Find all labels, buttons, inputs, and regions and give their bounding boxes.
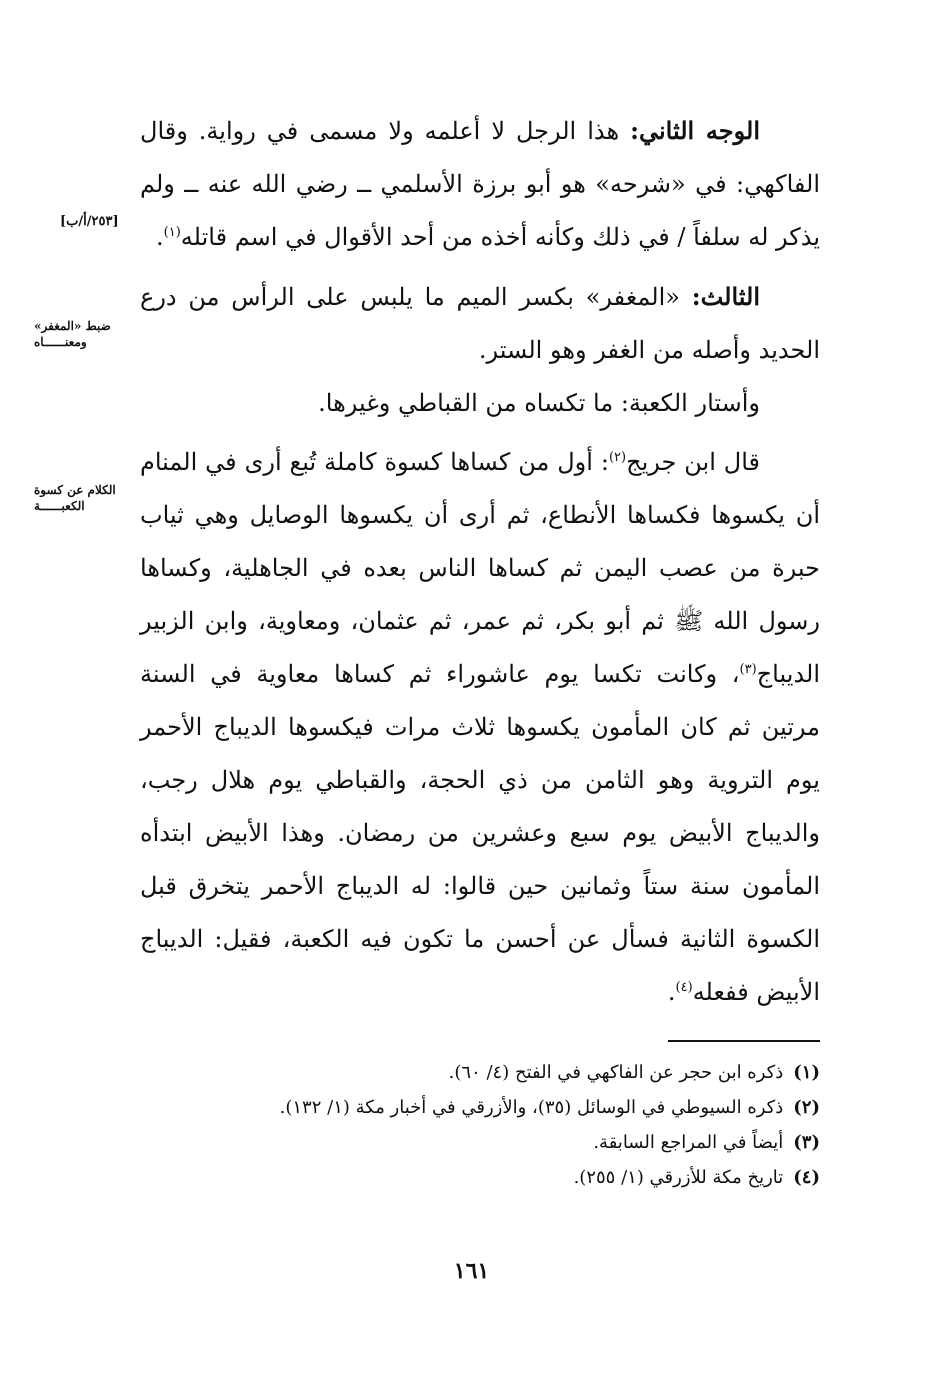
footnote-item	[140, 1055, 820, 1090]
margin-note-mighfar	[34, 318, 146, 350]
footnote-number: (٢)	[793, 1097, 820, 1118]
footnote-ref-1: (١)	[163, 225, 181, 240]
paragraph-text: ، وكانت تكسا يوم عاشوراء ثم كساها معاوية في السنة مرتين ثم كان المأمون يكسوها ثلاث مرات فيكسوها الديباج الأحمر يوم التروية وهو الثامن من ذي الحجة، والقباطي يوم هلال رجب، والديباج الأبيض يوم سبع وعشرين من رمضان. وهذا الأبيض ابتدأه المأمون سنة ستاً وثمانين حين قالوا: له الديباج الأحمر يتخرق قبل الكسوة الثانية فسأل عن أحسن ما تكون فيه الكعبة، فقيل: الديباج الأبيض ففعله	[140, 660, 820, 1006]
paragraph-text: : أول من كساها كسوة كاملة تُبع أرى في المنام أن يكسوها فكساها الأنطاع، ثم أرى أن يكسوها الوصايل وهي ثياب حبرة من عصب اليمن ثم كساها الناس بعده في الجاهلية، وكساها رسول الله ﷺ ثم أبو بكر، ثم عمر، ثم عثمان، ومعاوية، وابن الزبير الديباج	[140, 448, 820, 688]
paragraph-ibn-jurayj	[140, 436, 820, 1019]
page-number: ١٦١	[453, 1258, 490, 1284]
paragraph-tail: .	[156, 223, 164, 251]
paragraph-lead: الثالث:	[691, 282, 760, 311]
margin-note-kaaba-covering	[34, 482, 146, 514]
footnote-number: (٤)	[793, 1167, 820, 1188]
paragraph-text: «المغفر» بكسر الميم ما يلبس على الرأس من درع الحديد وأصله من الغفر وهو الستر.	[140, 283, 820, 364]
footnote-separator	[668, 1040, 820, 1042]
margin-note-line: ومعنــــــاه	[34, 335, 87, 349]
footnote-text: أيضاً في المراجع السابقة.	[593, 1132, 784, 1153]
margin-note-line: الكعبــــــة	[34, 499, 85, 513]
paragraph-text: وأستار الكعبة: ما تكساه من القباطي وغيرها.	[318, 389, 760, 417]
paragraph-lead: الوجه الثاني:	[630, 116, 760, 145]
paragraph-text: قال ابن جريج	[626, 448, 760, 476]
main-text	[140, 104, 820, 1019]
footnote-ref-4: (٤)	[675, 980, 693, 995]
footnote-item	[140, 1090, 820, 1125]
footnote-item	[140, 1160, 820, 1195]
footnote-text: تاريخ مكة للأزرقي (١/ ٢٥٥).	[573, 1167, 784, 1188]
paragraph-third-aspect	[140, 270, 820, 377]
paragraph-second-aspect	[140, 104, 820, 264]
footnote-ref-3: (٣)	[739, 662, 757, 677]
paragraph-tail: .	[667, 978, 676, 1006]
paragraph-text: هذا الرجل لا أعلمه ولا مسمى في رواية. وقال الفاكهي: في «شرحه» هو أبو برزة الأسلمي ــ رضي الله عنه ــ ولم يذكر له سلفاً / في ذلك وكأنه أخذه من أحد الأقوال في اسم قاتله	[140, 117, 820, 251]
footnote-number: (١)	[793, 1062, 820, 1083]
footnote-number: (٣)	[793, 1132, 820, 1153]
footnotes	[140, 1055, 820, 1195]
paragraph-kaaba-curtains	[140, 377, 820, 430]
footnote-ref-2: (٢)	[608, 450, 627, 465]
margin-note-line: الكلام عن كسوة	[34, 483, 116, 497]
footnote-text: ذكره السيوطي في الوسائل (٣٥)، والأزرقي في أخبار مكة (١/ ١٣٢).	[279, 1097, 784, 1118]
footnote-item	[140, 1125, 820, 1160]
folio-reference: [٢٥٣/أ/ب]	[60, 214, 119, 229]
margin-note-line: ضبط «المغفر»	[34, 319, 111, 333]
footnote-text: ذكره ابن حجر عن الفاكهي في الفتح (٤/ ٦٠).	[448, 1062, 784, 1083]
